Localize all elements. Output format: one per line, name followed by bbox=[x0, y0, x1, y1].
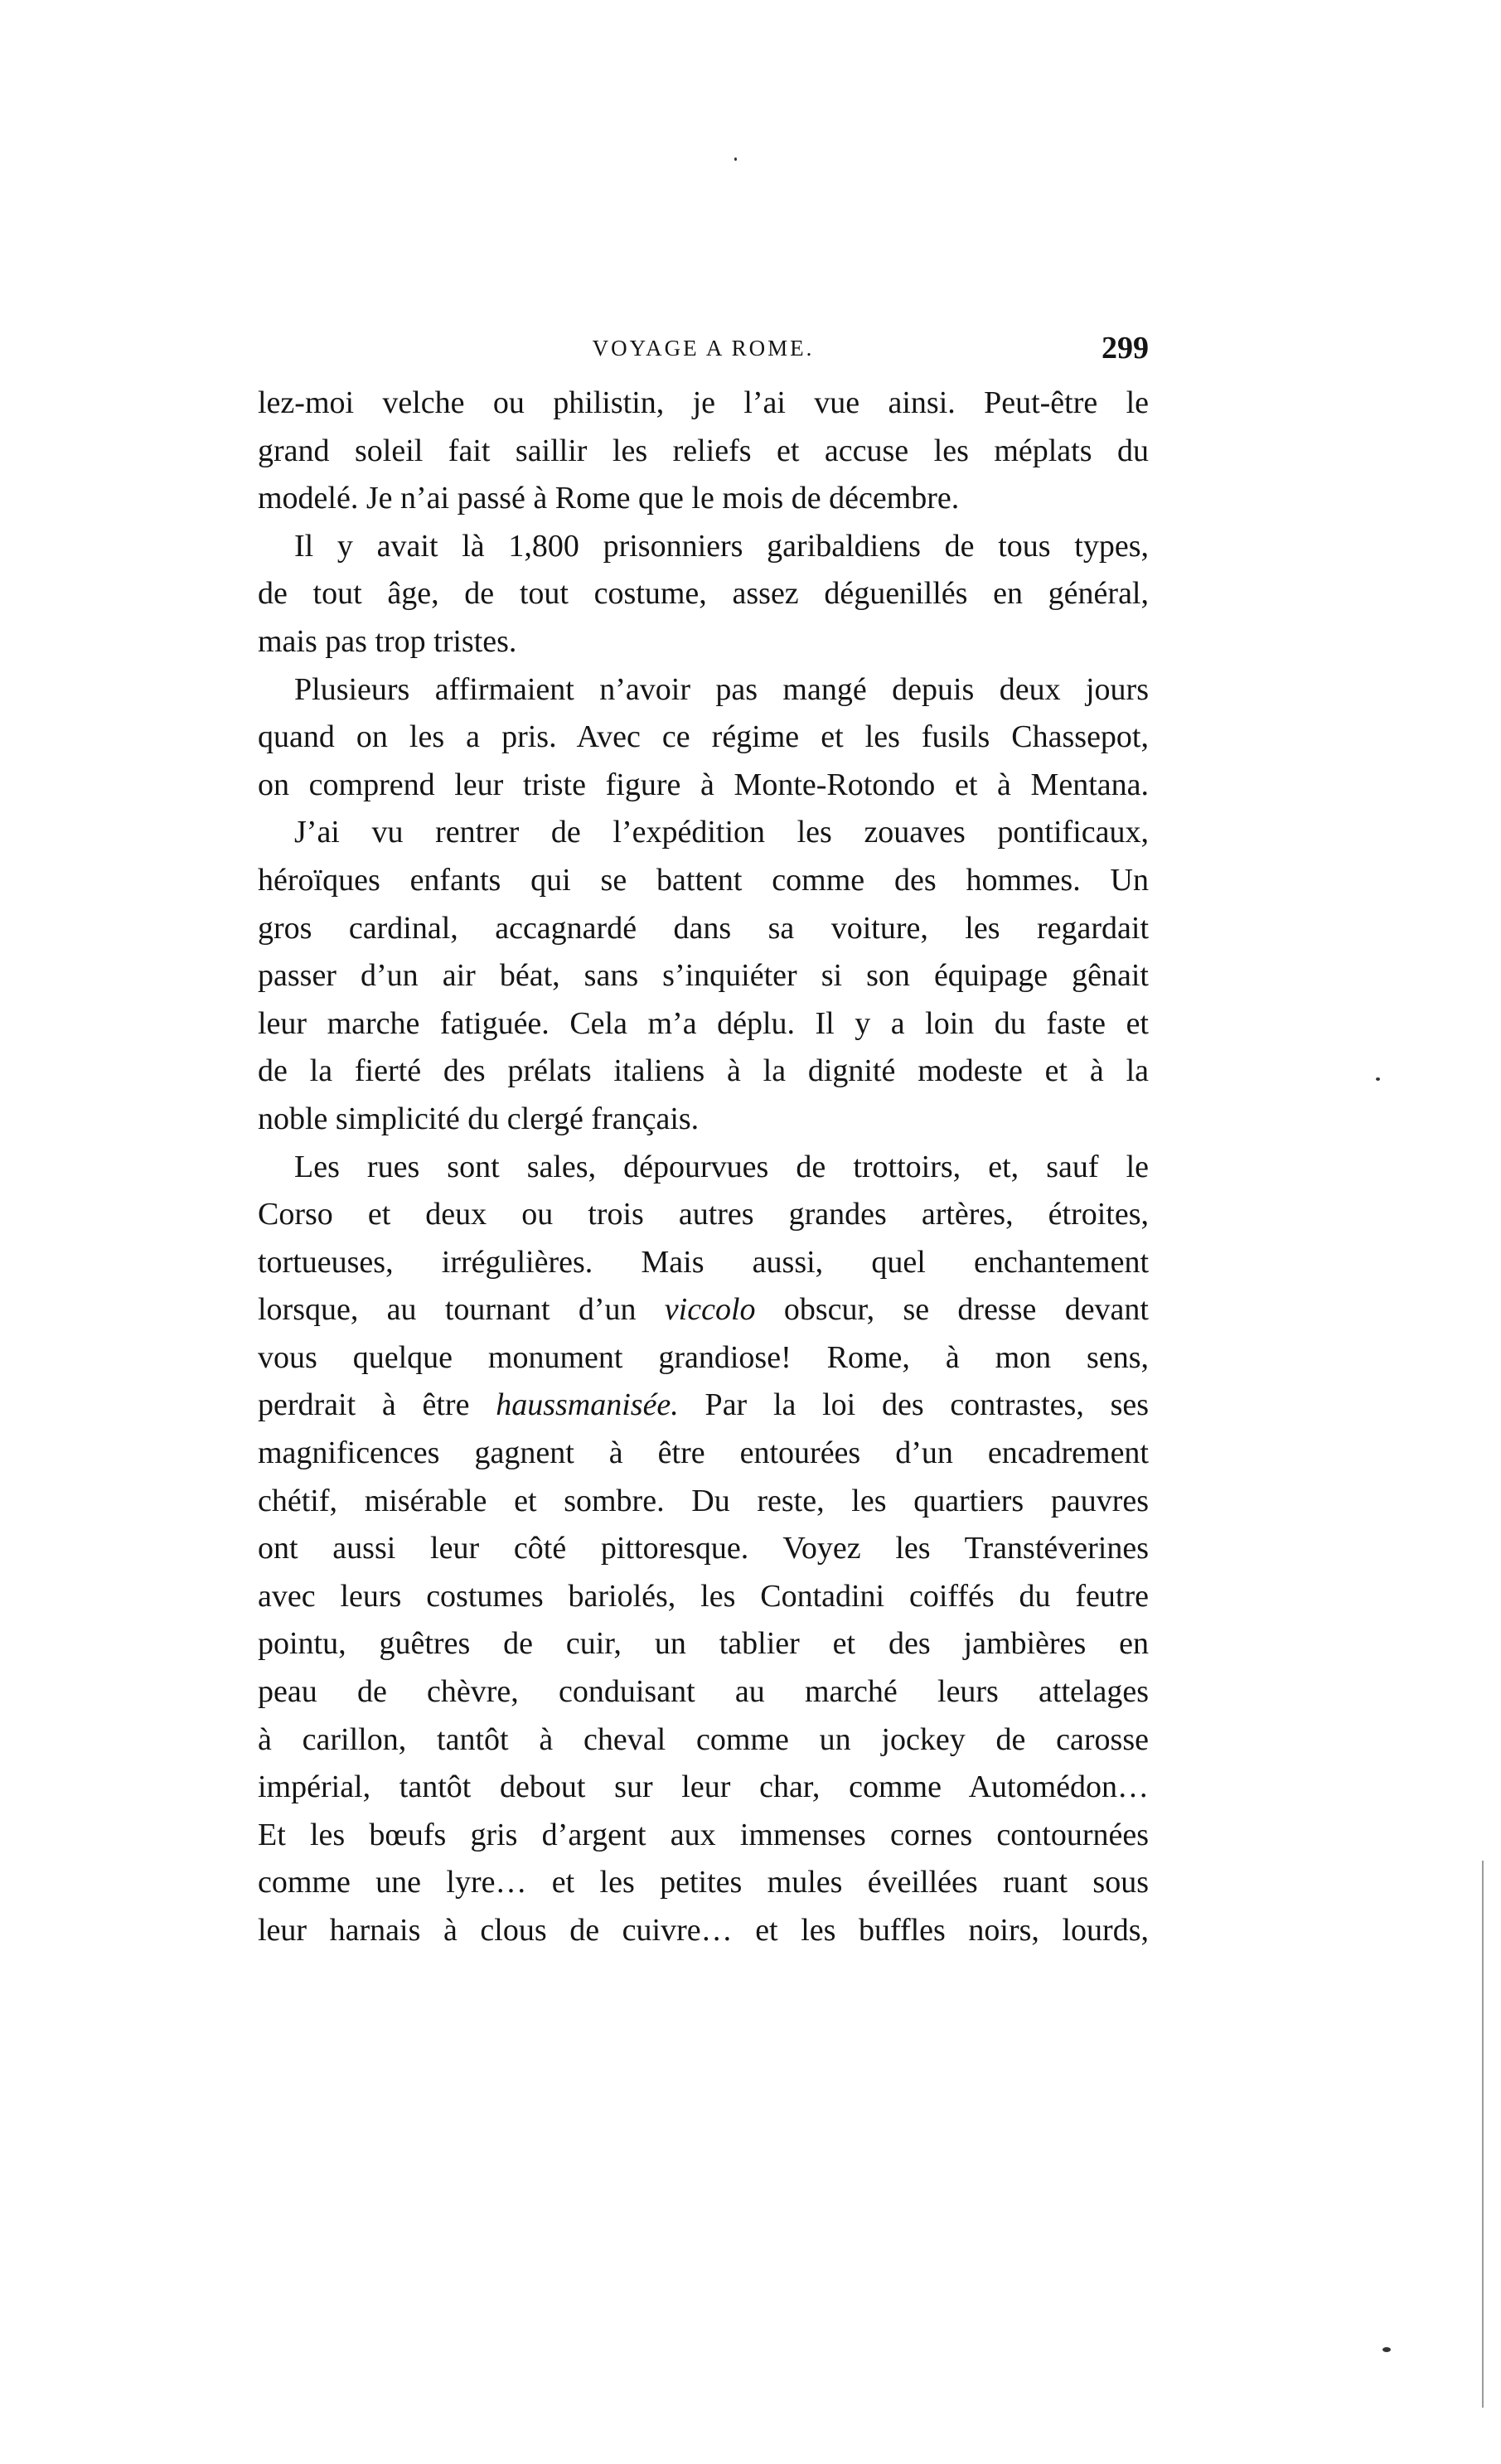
text-run: noble simplicité du clergé français. bbox=[258, 1101, 700, 1136]
text-run: de la fierté des prélats italiens à la dignité modeste et à la bbox=[258, 1053, 1149, 1089]
text-run: Il y avait là 1,800 prisonniers garibaldiens de tous types, bbox=[294, 528, 1149, 564]
text-line bbox=[258, 1286, 1149, 1334]
text-run: Et les bœufs gris d’argent aux immenses cornes contournées bbox=[258, 1817, 1149, 1852]
text-run: tortueuses, irrégulières. Mais aussi, quel enchantement bbox=[258, 1244, 1149, 1280]
text-run: leur marche fatiguée. Cela m’a déplu. Il y a loin du faste et bbox=[258, 1005, 1149, 1041]
text-line bbox=[258, 1764, 1149, 1812]
text-line bbox=[258, 1430, 1149, 1478]
text-run: gros cardinal, accagnardé dans sa voiture, les regardait bbox=[258, 910, 1149, 946]
text-run: Par la loi des contrastes, ses bbox=[678, 1387, 1150, 1423]
text-line bbox=[258, 1191, 1149, 1239]
text-run: Corso et deux ou trois autres grandes artères, étroites, bbox=[258, 1197, 1149, 1232]
text-line bbox=[258, 666, 1149, 714]
page-number: 299 bbox=[1102, 331, 1149, 365]
text-line bbox=[258, 1620, 1149, 1668]
text-line bbox=[258, 1096, 1149, 1144]
text-run: impérial, tantôt debout sur leur char, comme Automédon… bbox=[258, 1769, 1149, 1805]
text-line bbox=[258, 1000, 1149, 1048]
scan-speck bbox=[734, 157, 737, 161]
scan-speck bbox=[1376, 1077, 1380, 1081]
text-line bbox=[258, 905, 1149, 953]
text-run: à carillon, tantôt à cheval comme un jockey de carosse bbox=[258, 1721, 1149, 1757]
text-run: leur harnais à clous de cuivre… et les buffles noirs, lourds, bbox=[258, 1913, 1149, 1948]
text-run: modelé. Je n’ai passé à Rome que le mois de décembre. bbox=[258, 481, 960, 516]
text-line bbox=[258, 1573, 1149, 1621]
scan-speck bbox=[1382, 2347, 1391, 2352]
text-run: lorsque, au tournant d’un bbox=[258, 1292, 665, 1328]
text-line bbox=[258, 1144, 1149, 1192]
text-run: on comprend leur triste figure à Monte-Rotondo et à Mentana. bbox=[258, 767, 1149, 802]
text-run: J’ai vu rentrer de l’expédition les zouaves pontificaux, bbox=[294, 815, 1149, 850]
text-run: chétif, misérable et sombre. Du reste, les quartiers pauvres bbox=[258, 1483, 1149, 1518]
text-run: grand soleil fait saillir les reliefs et accuse les méplats du bbox=[258, 433, 1149, 468]
text-line bbox=[258, 1859, 1149, 1907]
text-line bbox=[258, 714, 1149, 762]
text-run: vous quelque monument grandiose! Rome, à mon sens, bbox=[258, 1339, 1149, 1375]
text-run: Plusieurs affirmaient n’avoir pas mangé depuis deux jours bbox=[294, 671, 1149, 707]
text-line bbox=[258, 618, 1149, 666]
text-line bbox=[258, 1812, 1149, 1860]
scan-edge-line bbox=[1482, 1861, 1484, 2408]
text-run: avec leurs costumes bariolés, les Contadini coiffés du feutre bbox=[258, 1578, 1149, 1614]
text-line bbox=[258, 1382, 1149, 1430]
text-line bbox=[258, 1478, 1149, 1526]
text-run: mais pas trop tristes. bbox=[258, 623, 517, 659]
page-header bbox=[258, 325, 1149, 371]
text-run: héroïques enfants qui se battent comme des hommes. Un bbox=[258, 862, 1149, 898]
running-title: VOYAGE A ROME. bbox=[592, 336, 815, 361]
text-line bbox=[258, 809, 1149, 857]
text-line bbox=[258, 1668, 1149, 1716]
text-line bbox=[258, 523, 1149, 571]
text-line bbox=[258, 380, 1149, 428]
text-line bbox=[258, 952, 1149, 1000]
italic-text: haussmanisée. bbox=[496, 1387, 679, 1423]
text-line bbox=[258, 570, 1149, 618]
text-line bbox=[258, 1239, 1149, 1287]
body-text bbox=[258, 380, 1149, 1955]
text-run: Les rues sont sales, dépourvues de trottoirs, et, sauf le bbox=[294, 1149, 1149, 1184]
text-line bbox=[258, 1716, 1149, 1764]
text-run: comme une lyre… et les petites mules éveillées ruant sous bbox=[258, 1865, 1149, 1900]
text-run: ont aussi leur côté pittoresque. Voyez les Transtéverines bbox=[258, 1531, 1149, 1566]
text-run: passer d’un air béat, sans s’inquiéter si son équipage gênait bbox=[258, 958, 1149, 994]
text-line bbox=[258, 475, 1149, 523]
text-line bbox=[258, 857, 1149, 905]
text-line bbox=[258, 428, 1149, 476]
text-run: obscur, se dresse devant bbox=[755, 1292, 1149, 1328]
italic-text: viccolo bbox=[664, 1292, 756, 1328]
text-run: de tout âge, de tout costume, assez déguenillés en général, bbox=[258, 576, 1149, 612]
text-line bbox=[258, 1525, 1149, 1573]
text-run: peau de chèvre, conduisant au marché leurs attelages bbox=[258, 1674, 1149, 1710]
text-line bbox=[258, 1334, 1149, 1382]
text-line bbox=[258, 762, 1149, 810]
text-run: magnificences gagnent à être entourées d’un encadrement bbox=[258, 1435, 1149, 1471]
text-run: pointu, guêtres de cuir, un tablier et des jambières en bbox=[258, 1626, 1149, 1662]
text-run: perdrait à être bbox=[258, 1387, 496, 1423]
text-line bbox=[258, 1907, 1149, 1955]
text-run: quand on les a pris. Avec ce régime et les fusils Chassepot, bbox=[258, 719, 1149, 755]
text-line bbox=[258, 1048, 1149, 1096]
text-run: lez-moi velche ou philistin, je l’ai vue ainsi. Peut-être le bbox=[258, 385, 1149, 420]
